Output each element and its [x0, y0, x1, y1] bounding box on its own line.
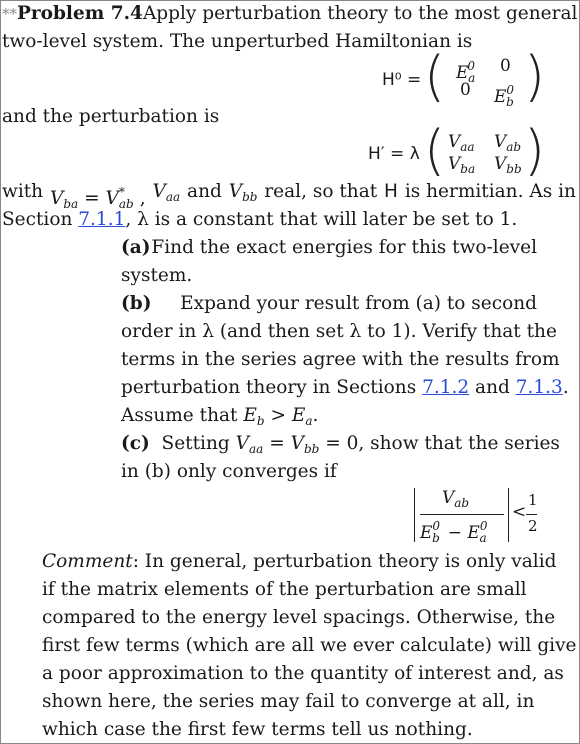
h0-cell-22: $E^0_b$ — [494, 83, 515, 109]
difficulty-stars: ** — [2, 5, 17, 23]
part-b-line-4: perturbation theory in Sections 7.1.2 and 7.1.3. — [121, 377, 569, 398]
part-c-line-2: in (b) only converges if — [121, 461, 337, 482]
part-b-label: (b) — [121, 293, 152, 314]
half-den: 2 — [528, 517, 538, 535]
comment-line-1: Comment: In general, perturbation theory is only valid — [42, 551, 557, 572]
with-line: with $V_{ba} = V^*_{ab}$ , $V_{aa}$ and $V_{bb}$ real, so that H is hermitian. As in — [2, 178, 576, 218]
comment-label: Comment — [42, 551, 133, 572]
problem-line-1 — [2, 0, 576, 28]
part-c-label: (c) — [121, 433, 150, 454]
comment-line-7: which case the first few terms tell us nothing. — [42, 719, 473, 740]
h0-cell-21: 0 — [460, 80, 471, 100]
h1-cell-21: $V_{ba}$ — [448, 154, 476, 176]
comment-line-6: shown here, the series may fail to converge at all, in — [42, 691, 535, 712]
part-b-line-3: terms in the series agree with the results from — [121, 349, 560, 370]
assume-line: Assume that $E_b > E_a$. — [121, 405, 319, 428]
eb-gt-ea: $E_b > E_a$ — [243, 405, 313, 428]
left-paren: ( — [424, 45, 446, 108]
half-num: 1 — [528, 491, 538, 509]
right-paren: ) — [524, 45, 546, 108]
right-paren: ) — [524, 119, 546, 182]
h0-lhs: H⁰ = — [382, 70, 422, 90]
left-paren: ( — [424, 119, 446, 182]
problem-label: Problem 7.4 — [17, 3, 143, 24]
and-perturbation-line: and the perturbation is — [2, 106, 220, 127]
h1-cell-11: $V_{aa}$ — [448, 132, 475, 154]
section-7-1-1-link[interactable]: 7.1.1 — [78, 209, 126, 230]
vbb: $V_{bb}$ — [228, 181, 258, 204]
h1-cell-22: $V_{bb}$ — [494, 154, 522, 176]
part-b-line-2: order in λ (and then set λ to 1). Verify that the — [121, 321, 557, 342]
section-7-1-3-link[interactable]: 7.1.3 — [515, 377, 563, 398]
part-a-line-2: system. — [121, 265, 193, 286]
h1-cell-12: $V_{ab}$ — [494, 132, 522, 154]
intro-line-1: Apply perturbation theory to the most general — [142, 3, 578, 24]
h0-cell-11: $E^0_a$ — [456, 59, 476, 85]
comment-line-4: first few terms (which are all we ever calculate) will give — [42, 635, 577, 656]
h1-equation — [364, 119, 546, 182]
part-a-label: (a) — [121, 237, 151, 258]
comment-line-5: a poor approximation to the quantity of interest and, as — [42, 663, 564, 684]
part-b-line-1: (b) Expand your result from (a) to second — [121, 290, 537, 318]
denominator: $E^0_b - E^0_a$ — [420, 519, 488, 545]
vaa-eq-vbb-zero: $V_{aa} = V_{bb} = 0$ — [235, 433, 359, 456]
vba-eq-vab-star: $V_{ba} = V^*_{ab}$ , — [49, 185, 146, 211]
less-than: < — [512, 502, 527, 522]
part-c-line-1: (c) Setting $V_{aa} = V_{bb} = 0$, show that the series — [121, 433, 560, 456]
comment-line-2: if the matrix elements of the perturbation are small — [42, 579, 527, 600]
h0-equation — [378, 45, 546, 109]
numerator-vab: $V_{ab}$ — [442, 488, 470, 510]
h0-cell-12: 0 — [500, 56, 511, 76]
intro-line-2: two-level system. The unperturbed Hamiltonian is — [2, 31, 473, 52]
section-line: Section 7.1.1, λ is a constant that will later be set to 1. — [2, 209, 518, 230]
part-a-line-1: (a) Find the exact energies for this two-level — [121, 234, 537, 262]
vaa: $V_{aa}$ — [152, 181, 181, 204]
section-7-1-2-link[interactable]: 7.1.2 — [422, 377, 470, 398]
h1-lhs: H′ = λ — [368, 144, 420, 164]
comment-line-3: compared to the energy level spacings. Otherwise, the — [42, 607, 556, 628]
convergence-inequality — [412, 486, 540, 544]
